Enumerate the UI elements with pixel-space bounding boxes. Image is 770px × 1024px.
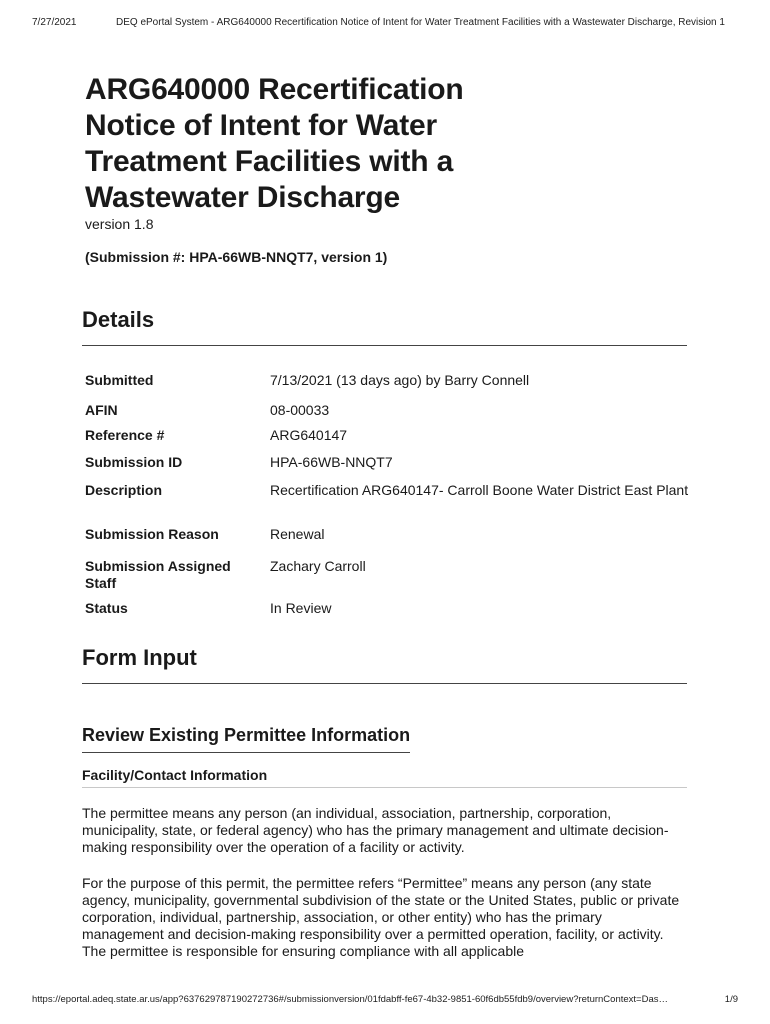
review-permittee-heading: Review Existing Permittee Information [82, 725, 410, 753]
document-version: version 1.8 [85, 216, 154, 232]
details-label: Reference # [85, 427, 165, 443]
submission-number: (Submission #: HPA-66WB-NNQT7, version 1) [85, 249, 388, 265]
permittee-paragraph: The permittee means any person (an individual, association, partnership, corporation, municipality, state, or federal agency) who has the primary management and ultimate decision-making responsibility over the operation of a facility or activity. [82, 805, 669, 855]
details-label: Submitted [85, 372, 154, 388]
details-label: Description [85, 482, 163, 498]
details-value: 7/13/2021 (13 days ago) by Barry Connell [270, 372, 530, 388]
facility-contact-heading: Facility/Contact Information [82, 767, 687, 788]
details-value: Renewal [270, 526, 325, 542]
details-heading: Details [82, 307, 687, 346]
print-url: https://eportal.adeq.state.ar.us/app?637629787190272736#/submissionversion/01fdabff-fe67-4b32-9851-60f6db55fdb9/overview?returnContext=Das… [32, 994, 668, 1005]
print-date: 7/27/2021 [32, 17, 77, 28]
details-label: Status [85, 600, 128, 616]
details-value: 08-00033 [270, 402, 330, 418]
details-label: Submission ID [85, 454, 183, 470]
details-value: HPA-66WB-NNQT7 [270, 454, 393, 470]
details-label: AFIN [85, 402, 118, 418]
details-label: Submission Assigned Staff [85, 558, 231, 591]
page-number: 1/9 [724, 994, 738, 1005]
details-value: Zachary Carroll [270, 558, 366, 574]
details-value: In Review [270, 600, 332, 616]
document-title: ARG640000 Recertification Notice of Intent for Water Treatment Facilities with a Wastewater Discharge [85, 73, 464, 214]
print-page-title: DEQ ePortal System - ARG640000 Recertification Notice of Intent for Water Treatment Facilities with a Wastewater Discharge, Revision 1 [116, 17, 725, 28]
form-input-heading: Form Input [82, 645, 687, 684]
details-value: Recertification ARG640147- Carroll Boone Water District East Plant [270, 482, 689, 498]
permit-purpose-paragraph: For the purpose of this permit, the permittee refers “Permittee” means any person (any state agency, municipality, governmental subdivision of the state or the United States, public or private corporation, individual, partnership, association, or other entity) who has the primary management and decision-making responsibility over a permitted operation, facility, or activity. The permittee is responsible for ensuring compliance with all applicable [82, 875, 680, 959]
details-label: Submission Reason [85, 526, 219, 542]
details-value: ARG640147 [270, 427, 348, 443]
